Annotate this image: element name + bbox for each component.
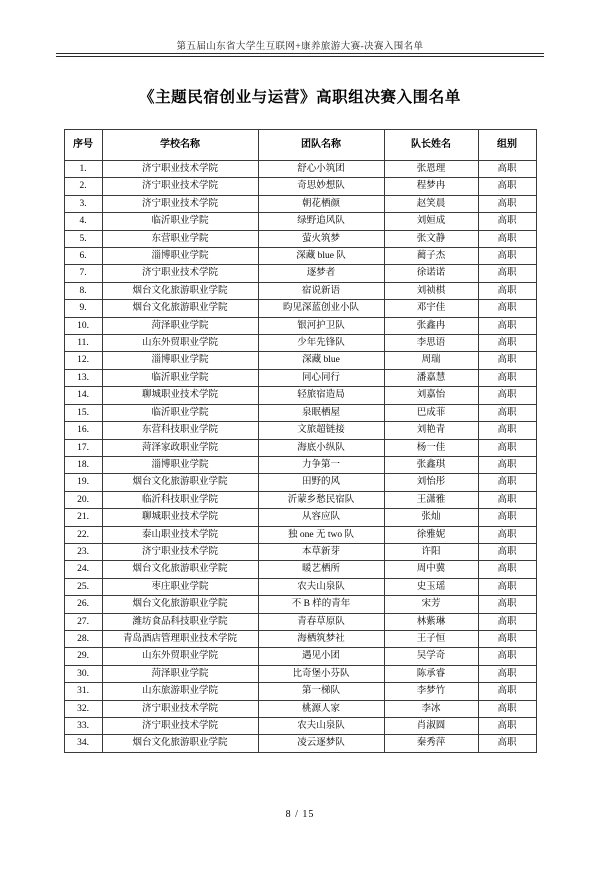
- cell-leader: 潘嘉慧: [384, 369, 478, 386]
- cell-school: 菏泽家政职业学院: [102, 439, 258, 456]
- cell-leader: 张灿: [384, 509, 478, 526]
- cell-seq: 15.: [64, 404, 102, 421]
- cell-team: 同心同行: [258, 369, 384, 386]
- cell-group: 高职: [478, 596, 536, 613]
- column-header-seq: 序号: [64, 130, 102, 161]
- table-row: [64, 195, 536, 212]
- cell-group: 高职: [478, 561, 536, 578]
- table-row: [64, 161, 536, 178]
- cell-team: 暖艺栖所: [258, 561, 384, 578]
- column-header-group: 组别: [478, 130, 536, 161]
- cell-seq: 20.: [64, 491, 102, 508]
- cell-leader: 秦秀萍: [384, 735, 478, 752]
- roster-table: [64, 129, 537, 753]
- cell-seq: 4.: [64, 213, 102, 230]
- cell-group: 高职: [478, 700, 536, 717]
- table-row: [64, 509, 536, 526]
- table-row: [64, 213, 536, 230]
- table-row: [64, 735, 536, 752]
- table-row: [64, 665, 536, 682]
- cell-group: 高职: [478, 735, 536, 752]
- cell-seq: 14.: [64, 387, 102, 404]
- cell-school: 烟台文化旅游职业学院: [102, 596, 258, 613]
- cell-seq: 12.: [64, 352, 102, 369]
- cell-group: 高职: [478, 422, 536, 439]
- cell-team: 农夫山泉队: [258, 578, 384, 595]
- table-row: [64, 317, 536, 334]
- table-row: [64, 718, 536, 735]
- cell-leader: 徐雅妮: [384, 526, 478, 543]
- table-row: [64, 683, 536, 700]
- cell-seq: 24.: [64, 561, 102, 578]
- cell-group: 高职: [478, 300, 536, 317]
- cell-leader: 张恩理: [384, 161, 478, 178]
- cell-seq: 32.: [64, 700, 102, 717]
- cell-school: 烟台文化旅游职业学院: [102, 735, 258, 752]
- cell-seq: 23.: [64, 543, 102, 560]
- cell-leader: 刘怡彤: [384, 474, 478, 491]
- cell-leader: 程梦冉: [384, 178, 478, 195]
- cell-seq: 8.: [64, 282, 102, 299]
- table-header: [64, 130, 536, 161]
- cell-school: 聊城职业技术学院: [102, 387, 258, 404]
- cell-seq: 27.: [64, 613, 102, 630]
- cell-team: 轻旅宿造局: [258, 387, 384, 404]
- cell-school: 济宁职业技术学院: [102, 700, 258, 717]
- cell-seq: 30.: [64, 665, 102, 682]
- cell-leader: 王子恒: [384, 630, 478, 647]
- cell-group: 高职: [478, 509, 536, 526]
- cell-school: 青岛酒店管理职业技术学院: [102, 630, 258, 647]
- cell-leader: 肖淑圆: [384, 718, 478, 735]
- document-page: [0, 38, 600, 886]
- cell-school: 烟台文化旅游职业学院: [102, 282, 258, 299]
- cell-seq: 16.: [64, 422, 102, 439]
- cell-seq: 1.: [64, 161, 102, 178]
- table-row: [64, 596, 536, 613]
- cell-leader: 蔺子杰: [384, 248, 478, 265]
- table-row: [64, 613, 536, 630]
- cell-seq: 7.: [64, 265, 102, 282]
- cell-school: 济宁职业技术学院: [102, 543, 258, 560]
- cell-group: 高职: [478, 369, 536, 386]
- cell-leader: 巴成菲: [384, 404, 478, 421]
- cell-leader: 李梦竹: [384, 683, 478, 700]
- table-body: [64, 161, 536, 753]
- cell-leader: 张鑫琪: [384, 456, 478, 473]
- cell-seq: 11.: [64, 335, 102, 352]
- cell-group: 高职: [478, 665, 536, 682]
- cell-team: 农夫山泉队: [258, 718, 384, 735]
- cell-school: 临沂科技职业学院: [102, 491, 258, 508]
- table-row: [64, 282, 536, 299]
- cell-team: 第一梯队: [258, 683, 384, 700]
- cell-school: 山东旅游职业学院: [102, 683, 258, 700]
- cell-group: 高职: [478, 248, 536, 265]
- cell-team: 独 one 无 two 队: [258, 526, 384, 543]
- cell-team: 银河护卫队: [258, 317, 384, 334]
- cell-team: 从容应队: [258, 509, 384, 526]
- cell-leader: 徐诺诺: [384, 265, 478, 282]
- cell-group: 高职: [478, 230, 536, 247]
- table-header-row: [64, 130, 536, 161]
- cell-group: 高职: [478, 282, 536, 299]
- table-row: [64, 474, 536, 491]
- cell-group: 高职: [478, 613, 536, 630]
- cell-leader: 周中冀: [384, 561, 478, 578]
- table-row: [64, 178, 536, 195]
- cell-team: 少年先锋队: [258, 335, 384, 352]
- cell-team: 昀见深蓝创业小队: [258, 300, 384, 317]
- cell-leader: 刘艳青: [384, 422, 478, 439]
- column-header-school: 学校名称: [102, 130, 258, 161]
- cell-school: 山东外贸职业学院: [102, 648, 258, 665]
- cell-leader: 赵笑晨: [384, 195, 478, 212]
- cell-leader: 邓宇佳: [384, 300, 478, 317]
- cell-school: 济宁职业技术学院: [102, 161, 258, 178]
- cell-group: 高职: [478, 648, 536, 665]
- cell-team: 本草新芽: [258, 543, 384, 560]
- cell-team: 青春草原队: [258, 613, 384, 630]
- table-row: [64, 248, 536, 265]
- cell-leader: 林紫琳: [384, 613, 478, 630]
- cell-seq: 34.: [64, 735, 102, 752]
- table-row: [64, 648, 536, 665]
- cell-leader: 宋芳: [384, 596, 478, 613]
- cell-leader: 史玉瑶: [384, 578, 478, 595]
- cell-school: 济宁职业技术学院: [102, 718, 258, 735]
- cell-group: 高职: [478, 526, 536, 543]
- cell-leader: 刘姮成: [384, 213, 478, 230]
- cell-seq: 33.: [64, 718, 102, 735]
- cell-team: 遇见小团: [258, 648, 384, 665]
- table-row: [64, 335, 536, 352]
- table-row: [64, 230, 536, 247]
- page-footer: 8 / 15: [285, 809, 315, 820]
- cell-group: 高职: [478, 178, 536, 195]
- cell-school: 济宁职业技术学院: [102, 195, 258, 212]
- cell-group: 高职: [478, 404, 536, 421]
- cell-seq: 26.: [64, 596, 102, 613]
- cell-leader: 陈承睿: [384, 665, 478, 682]
- cell-group: 高职: [478, 317, 536, 334]
- cell-group: 高职: [478, 213, 536, 230]
- cell-school: 枣庄职业学院: [102, 578, 258, 595]
- cell-group: 高职: [478, 265, 536, 282]
- cell-school: 临沂职业学院: [102, 213, 258, 230]
- cell-school: 济宁职业技术学院: [102, 178, 258, 195]
- cell-team: 力争第一: [258, 456, 384, 473]
- cell-seq: 17.: [64, 439, 102, 456]
- cell-team: 文旅超链接: [258, 422, 384, 439]
- cell-seq: 18.: [64, 456, 102, 473]
- cell-team: 海底小纵队: [258, 439, 384, 456]
- table-row: [64, 578, 536, 595]
- cell-team: 奇思妙想队: [258, 178, 384, 195]
- cell-team: 深藏 blue: [258, 352, 384, 369]
- cell-leader: 吴学奇: [384, 648, 478, 665]
- cell-school: 聊城职业技术学院: [102, 509, 258, 526]
- cell-team: 凌云逐梦队: [258, 735, 384, 752]
- cell-group: 高职: [478, 456, 536, 473]
- table-row: [64, 630, 536, 647]
- column-header-leader: 队长姓名: [384, 130, 478, 161]
- cell-seq: 6.: [64, 248, 102, 265]
- running-header: 第五届山东省大学生互联网+康养旅游大赛-决赛入围名单: [56, 38, 544, 57]
- cell-leader: 张鑫冉: [384, 317, 478, 334]
- cell-seq: 9.: [64, 300, 102, 317]
- column-header-team: 团队名称: [258, 130, 384, 161]
- cell-leader: 刘嘉怡: [384, 387, 478, 404]
- cell-school: 淄博职业学院: [102, 456, 258, 473]
- cell-group: 高职: [478, 352, 536, 369]
- page-title: 《主题民宿创业与运营》高职组决赛入围名单: [138, 89, 461, 106]
- table-row: [64, 422, 536, 439]
- cell-seq: 22.: [64, 526, 102, 543]
- cell-school: 淄博职业学院: [102, 352, 258, 369]
- cell-team: 萤火筑梦: [258, 230, 384, 247]
- cell-seq: 10.: [64, 317, 102, 334]
- cell-group: 高职: [478, 543, 536, 560]
- table-row: [64, 300, 536, 317]
- cell-leader: 张文静: [384, 230, 478, 247]
- cell-team: 不 B 样的青年: [258, 596, 384, 613]
- cell-seq: 5.: [64, 230, 102, 247]
- cell-school: 东营职业学院: [102, 230, 258, 247]
- cell-team: 绿野追风队: [258, 213, 384, 230]
- cell-leader: 刘祯棋: [384, 282, 478, 299]
- cell-seq: 25.: [64, 578, 102, 595]
- table-row: [64, 561, 536, 578]
- cell-group: 高职: [478, 439, 536, 456]
- cell-group: 高职: [478, 683, 536, 700]
- cell-group: 高职: [478, 578, 536, 595]
- cell-school: 山东外贸职业学院: [102, 335, 258, 352]
- table-row: [64, 265, 536, 282]
- cell-group: 高职: [478, 161, 536, 178]
- cell-leader: 杨一佳: [384, 439, 478, 456]
- table-row: [64, 439, 536, 456]
- cell-group: 高职: [478, 630, 536, 647]
- cell-group: 高职: [478, 491, 536, 508]
- cell-team: 比奇堡小芬队: [258, 665, 384, 682]
- cell-team: 舒心小筑团: [258, 161, 384, 178]
- cell-leader: 许阳: [384, 543, 478, 560]
- cell-leader: 王潇雅: [384, 491, 478, 508]
- cell-team: 桃源人家: [258, 700, 384, 717]
- table-row: [64, 491, 536, 508]
- table-row: [64, 456, 536, 473]
- cell-school: 东营科技职业学院: [102, 422, 258, 439]
- cell-seq: 21.: [64, 509, 102, 526]
- cell-team: 逐梦者: [258, 265, 384, 282]
- cell-school: 临沂职业学院: [102, 369, 258, 386]
- cell-team: 沂蒙乡愁民宿队: [258, 491, 384, 508]
- cell-leader: 周瑞: [384, 352, 478, 369]
- cell-school: 烟台文化旅游职业学院: [102, 474, 258, 491]
- table-row: [64, 387, 536, 404]
- table-row: [64, 352, 536, 369]
- cell-seq: 31.: [64, 683, 102, 700]
- cell-school: 泰山职业技术学院: [102, 526, 258, 543]
- cell-team: 泉眠栖屋: [258, 404, 384, 421]
- table-row: [64, 700, 536, 717]
- cell-seq: 2.: [64, 178, 102, 195]
- cell-school: 菏泽职业学院: [102, 317, 258, 334]
- cell-seq: 29.: [64, 648, 102, 665]
- cell-seq: 19.: [64, 474, 102, 491]
- cell-team: 宿说新语: [258, 282, 384, 299]
- cell-group: 高职: [478, 718, 536, 735]
- cell-seq: 28.: [64, 630, 102, 647]
- cell-seq: 3.: [64, 195, 102, 212]
- cell-school: 烟台文化旅游职业学院: [102, 300, 258, 317]
- table-row: [64, 369, 536, 386]
- table-row: [64, 526, 536, 543]
- cell-school: 烟台文化旅游职业学院: [102, 561, 258, 578]
- cell-school: 菏泽职业学院: [102, 665, 258, 682]
- cell-seq: 13.: [64, 369, 102, 386]
- table-row: [64, 543, 536, 560]
- cell-group: 高职: [478, 195, 536, 212]
- cell-leader: 李冰: [384, 700, 478, 717]
- cell-team: 朝花栖颜: [258, 195, 384, 212]
- cell-group: 高职: [478, 335, 536, 352]
- cell-school: 济宁职业技术学院: [102, 265, 258, 282]
- cell-team: 田野的风: [258, 474, 384, 491]
- cell-group: 高职: [478, 387, 536, 404]
- cell-team: 深藏 blue 队: [258, 248, 384, 265]
- cell-group: 高职: [478, 474, 536, 491]
- cell-school: 临沂职业学院: [102, 404, 258, 421]
- cell-school: 淄博职业学院: [102, 248, 258, 265]
- table-row: [64, 404, 536, 421]
- cell-team: 海栖筑梦社: [258, 630, 384, 647]
- cell-school: 潍坊食品科技职业学院: [102, 613, 258, 630]
- cell-leader: 李思语: [384, 335, 478, 352]
